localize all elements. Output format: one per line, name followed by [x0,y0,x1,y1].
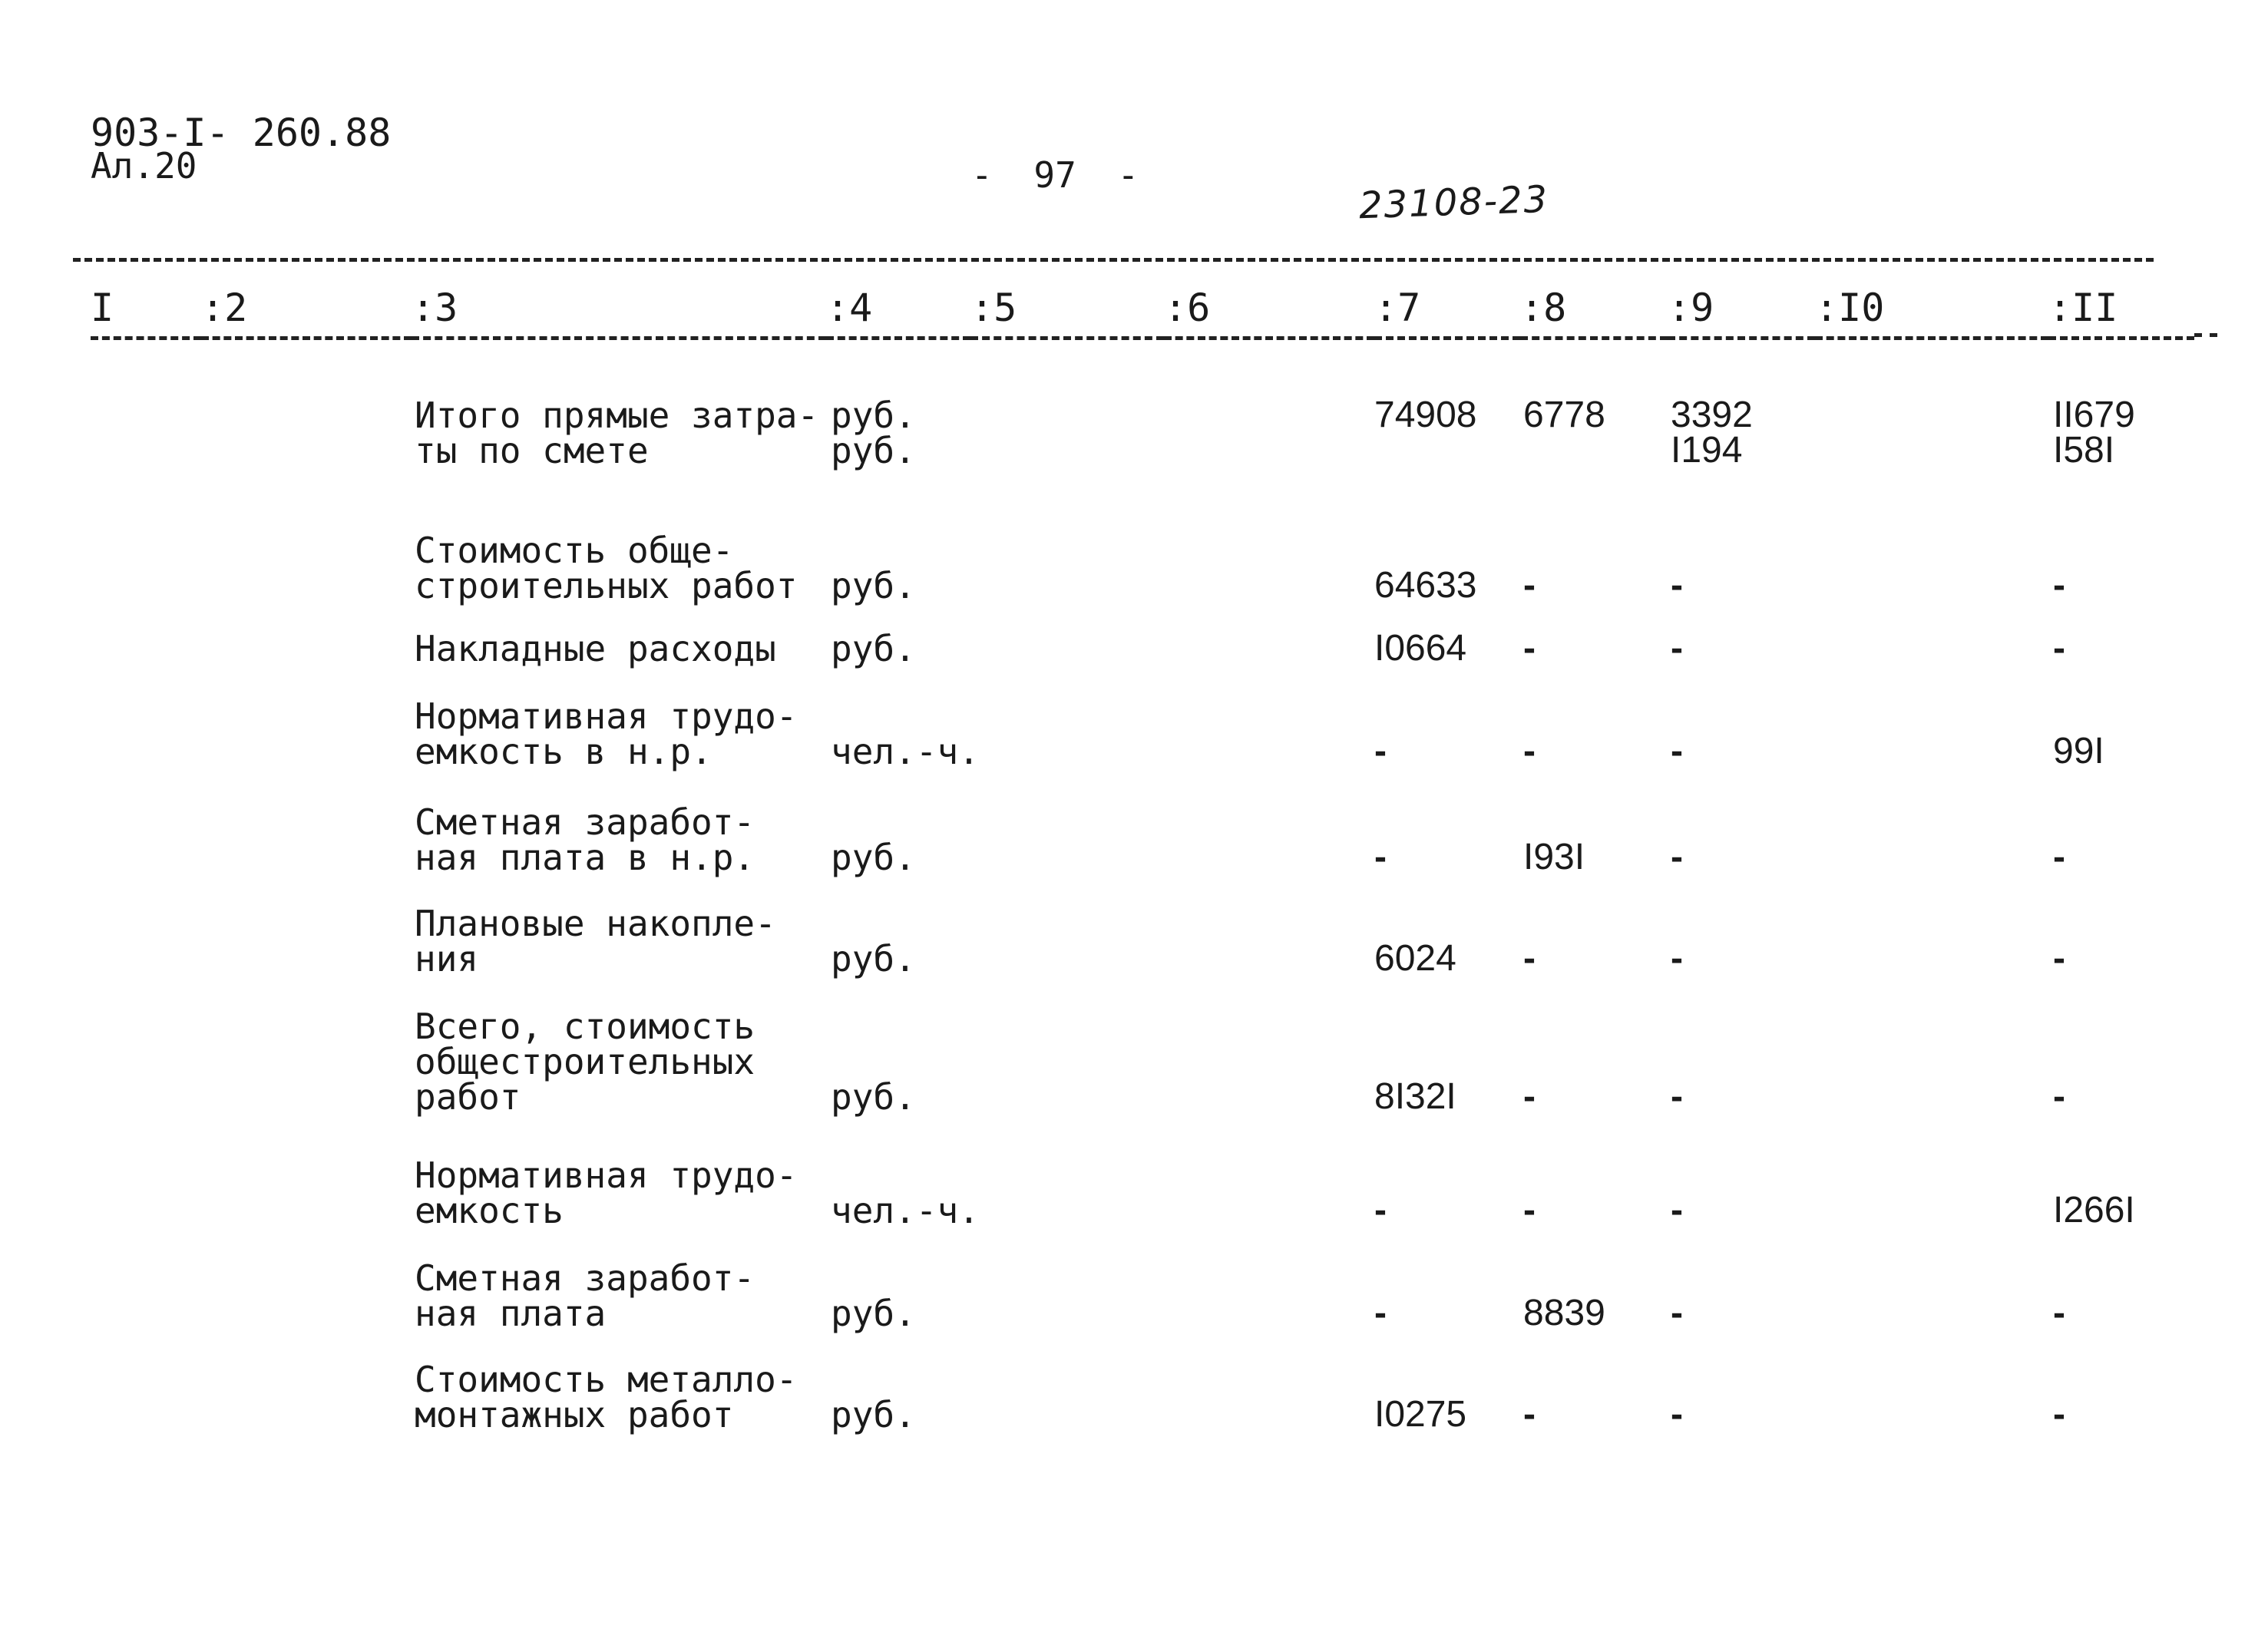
c7-line: - [1374,1190,1387,1231]
column-header-6: :6 [1164,287,1374,340]
unit-line: руб. [831,1394,916,1435]
c9-line: - [1671,1394,1683,1435]
unit-line: чел.-ч. [831,731,980,772]
name-line: Сметная заработ- [415,801,755,843]
cell-unit [831,565,916,606]
unit-line: руб. [831,565,916,606]
cell-c7 [1374,731,1387,771]
cell-c8 [1523,1076,1536,1117]
c9-line: - [1671,1293,1683,1333]
c8-line: - [1523,1076,1536,1117]
cell-c11 [2053,938,2065,979]
cell-name [415,801,755,878]
c9-line: - [1671,731,1683,771]
name-line: емкость [415,1190,564,1231]
column-header-5: :5 [970,287,1164,340]
column-header-10: :I0 [1815,287,2048,340]
name-line: работ [415,1076,521,1118]
cell-c11 [2053,628,2065,669]
cell-name [415,903,776,980]
c8-line: - [1523,938,1536,979]
cell-c9 [1671,395,1753,471]
cell-c7 [1374,1293,1387,1333]
c9-line: 3392 [1671,395,1753,435]
column-header-3: :3 [412,287,826,340]
cell-c9 [1671,837,1683,877]
cell-c11 [2053,1394,2065,1435]
c8-line: 6778 [1523,395,1605,435]
cell-c7 [1374,565,1477,606]
column-header-2: :2 [201,287,412,340]
cell-c7 [1374,1076,1456,1117]
name-line: Стоимость металло- [415,1359,798,1400]
name-line: Нормативная трудо- [415,695,798,737]
c11-line: - [2053,1394,2065,1435]
cell-c7 [1374,628,1467,669]
page-number: - 97 - [971,154,1139,196]
unit-line: руб. [831,430,916,471]
c7-line: 6024 [1374,938,1456,979]
c8-line: I93I [1523,837,1585,877]
c8-line: - [1523,628,1536,669]
cell-c11 [2053,565,2065,606]
cell-c11 [2053,395,2135,471]
c9-line: - [1671,938,1683,979]
c11-line: 99I [2053,731,2104,771]
name-line: ная плата в н.р. [415,837,755,878]
column-header-7: :7 [1374,287,1520,340]
c9-line: - [1671,628,1683,669]
name-line: Итого прямые затра- [415,395,819,436]
name-line: ты по смете [415,430,649,471]
cell-c8 [1523,628,1536,669]
c7-line: 74908 [1374,395,1477,435]
unit-line: руб. [831,628,916,669]
column-header-1: I [91,287,201,340]
name-line: Накладные расходы [415,628,776,669]
c9-line: I194 [1671,430,1743,471]
cell-c8 [1523,395,1605,435]
name-line: емкость в н.р. [415,731,712,772]
cell-name [415,1257,755,1334]
cell-c8 [1523,731,1536,771]
cell-name [415,530,798,606]
cell-c8 [1523,1293,1605,1333]
name-line: Нормативная трудо- [415,1155,798,1196]
name-line: Сметная заработ- [415,1257,755,1299]
name-line: Плановые накопле- [415,903,776,944]
column-header-4: :4 [826,287,970,340]
c7-line: 64633 [1374,565,1477,606]
cell-c11 [2053,1076,2065,1117]
cell-c9 [1671,1293,1683,1333]
cell-unit [831,628,916,669]
cell-c9 [1671,731,1683,771]
c8-line: - [1523,1394,1536,1435]
cell-name [415,1359,798,1435]
c8-line: - [1523,565,1536,606]
c7-line: - [1374,837,1387,877]
c11-line: I266I [2053,1190,2135,1231]
cell-c9 [1671,1394,1683,1435]
c11-line: - [2053,1293,2065,1333]
cell-c11 [2053,1293,2065,1333]
name-line: ная плата [415,1293,607,1334]
c11-line: - [2053,565,2065,606]
c8-line: - [1523,1190,1536,1231]
document-code: 903-I- 260.88 [91,111,392,155]
c9-line: - [1671,1076,1683,1117]
unit-line: чел.-ч. [831,1190,980,1231]
cell-c11 [2053,837,2065,877]
cell-unit [831,731,980,772]
c11-line: - [2053,938,2065,979]
cell-c8 [1523,565,1536,606]
cell-c8 [1523,1394,1536,1435]
sheet-number: Ал.20 [91,145,197,187]
cell-c9 [1671,565,1683,606]
column-header-11: :II [2048,287,2194,340]
name-line: общестроительных [415,1041,755,1082]
c8-line: - [1523,731,1536,771]
c11-line: I58I [2053,430,2115,471]
cell-unit [831,837,916,878]
unit-line: руб. [831,938,916,980]
top-dashed-rule [73,258,2154,262]
cell-c7 [1374,395,1477,435]
name-line: строительных работ [415,565,798,606]
cell-c7 [1374,1394,1467,1435]
c7-line: I0275 [1374,1394,1467,1435]
c7-line: - [1374,731,1387,771]
c8-line: 8839 [1523,1293,1605,1333]
cell-unit [831,1190,980,1231]
cell-unit [831,1076,916,1118]
cell-c9 [1671,1076,1683,1117]
handwritten-reference-number: 23108-23 [1358,177,1549,228]
cell-c9 [1671,1190,1683,1231]
name-line: Стоимость обще- [415,530,734,571]
c11-line: - [2053,1076,2065,1117]
c7-line: - [1374,1293,1387,1333]
unit-line: руб. [831,1293,916,1334]
cell-c7 [1374,1190,1387,1231]
cell-name [415,395,819,471]
cell-name [415,628,776,669]
cell-name [415,695,798,772]
cell-c11 [2053,731,2104,771]
c11-line: II679 [2053,395,2135,435]
c11-line: - [2053,628,2065,669]
cell-c7 [1374,837,1387,877]
c7-line: I0664 [1374,628,1467,669]
c9-line: - [1671,565,1683,606]
name-line: Всего, стоимость [415,1006,755,1047]
cell-unit [831,1394,916,1435]
unit-line: руб. [831,1076,916,1118]
cell-c7 [1374,938,1456,979]
name-line: ния [415,938,479,980]
cell-c8 [1523,938,1536,979]
cell-c11 [2053,1190,2135,1231]
column-header-9: :9 [1668,287,1815,340]
cell-c8 [1523,1190,1536,1231]
cell-unit [831,938,916,980]
cell-unit [831,1293,916,1334]
header-rule-tail [2194,333,2217,337]
column-header-8: :8 [1520,287,1668,340]
cell-c8 [1523,837,1585,877]
c9-line: - [1671,1190,1683,1231]
unit-line: руб. [831,395,916,436]
cell-unit [831,395,916,471]
cell-c9 [1671,938,1683,979]
cell-name [415,1155,798,1231]
name-line: монтажных работ [415,1394,734,1435]
cell-c9 [1671,628,1683,669]
c7-line: 8I32I [1374,1076,1456,1117]
unit-line: руб. [831,837,916,878]
c9-line: - [1671,837,1683,877]
cell-name [415,1006,755,1118]
c11-line: - [2053,837,2065,877]
